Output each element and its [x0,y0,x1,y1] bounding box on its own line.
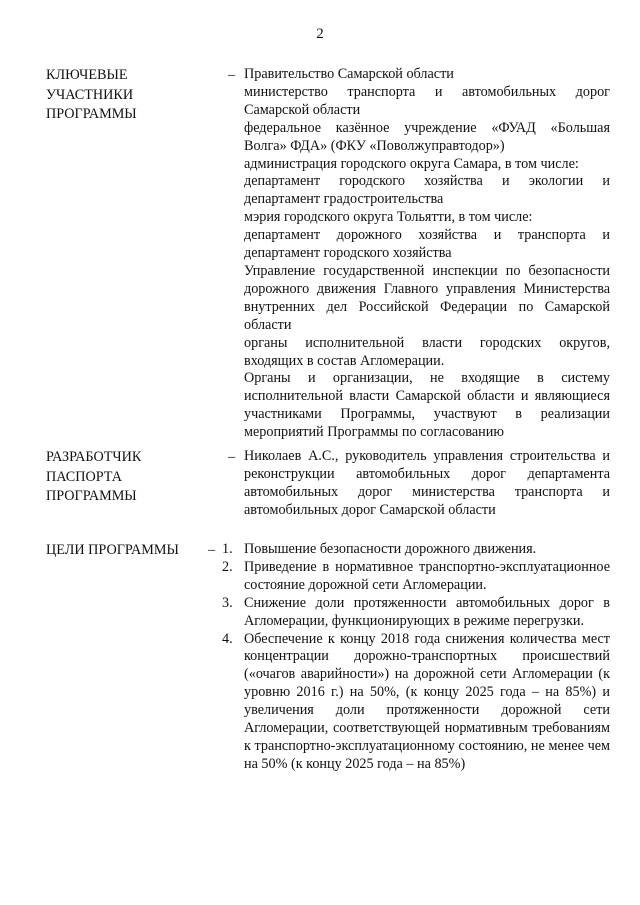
goal-item [222,595,610,631]
dash: – [208,542,216,558]
goal-text: Обеспечение к концу 2018 года снижения количества мест концентрации дорожно-транспортных происшествий («очагов аварийности») на дорожной сети Агломерации (к уровню 2016 г.) на 50%, (к концу 2025 года – на 85%) и увеличения доли протяженности дорожной сети Агломерации, соответствующей нормативным требованиям к транспортно-эксплуатационному состоянию, не менее чем на 50% (к концу 2025 года – на 85%) [244,630,610,772]
goals-label: ЦЕЛИ ПРОГРАММЫ [46,542,179,558]
goal-number: 1. [222,541,233,557]
goal-item [222,559,610,595]
goal-text: Приведение в нормативное транспортно-эксплуатационное состояние дорожной сети Агломерации. [244,558,610,593]
participant-paragraph: Правительство Самарской области [244,66,454,82]
developer-label [46,448,206,507]
label-line: КЛЮЧЕВЫЕ [46,67,128,83]
participant-paragraph: департамент дорожного хозяйства и транспорта и департамент городского хозяйства [244,227,610,262]
goals-list [222,541,610,774]
label-line: ПРОГРАММЫ [46,488,137,504]
participant-paragraph: департамент городского хозяйства и экологии и департамент градостроительства [244,173,610,208]
label-line: РАЗРАБОТЧИК [46,449,142,465]
dash: – [228,449,236,465]
page-number: 2 [316,26,324,42]
dash: – [228,67,236,83]
participant-paragraph: администрация городского округа Самара, в том числе: [244,155,579,172]
key-participants-list [244,66,610,442]
goal-item [222,541,610,559]
participant-paragraph: органы исполнительной власти городских округов, входящих в состав Агломерации. [244,334,610,369]
participant-paragraph: мэрия городского округа Тольятти, в том числе: [244,209,533,226]
goal-text: Снижение доли протяженности автомобильных дорог в Агломерации, функционирующих в режиме перегрузки. [244,594,610,629]
key-participants-label [46,66,206,125]
label-line: УЧАСТНИКИ [46,86,134,103]
goal-number: 2. [222,558,233,575]
goal-text: Повышение безопасности дорожного движения. [244,541,537,557]
label-line: ПРОГРАММЫ [46,106,137,122]
goal-number: 3. [222,594,233,611]
developer-text: Николаев А.С., руководитель управления строительства и реконструкции автомобильных дорог департамента автомобильных дорог министерства транспорта и автомобильных дорог Самарской области [244,448,610,518]
participant-paragraph: министерство транспорта и автомобильных дорог Самарской области [244,83,610,118]
participant-paragraph: федеральное казённое учреждение «ФУАД «Большая Волга» ФДА» (ФКУ «Поволжуправтодор») [244,119,610,154]
participant-paragraph: Управление государственной инспекции по безопасности дорожного движения Главного управления Министерства внутренних дел Российской Федерации по Самарской области [244,262,610,333]
participant-paragraph: Органы и организации, не входящие в систему исполнительной власти Самарской области и являющиеся участниками Программы, участвуют в реализации мероприятий Программы по согласованию [244,370,610,441]
label-line: ПАСПОРТА [46,468,123,485]
goal-item [222,631,610,774]
goal-number: 4. [222,630,233,647]
